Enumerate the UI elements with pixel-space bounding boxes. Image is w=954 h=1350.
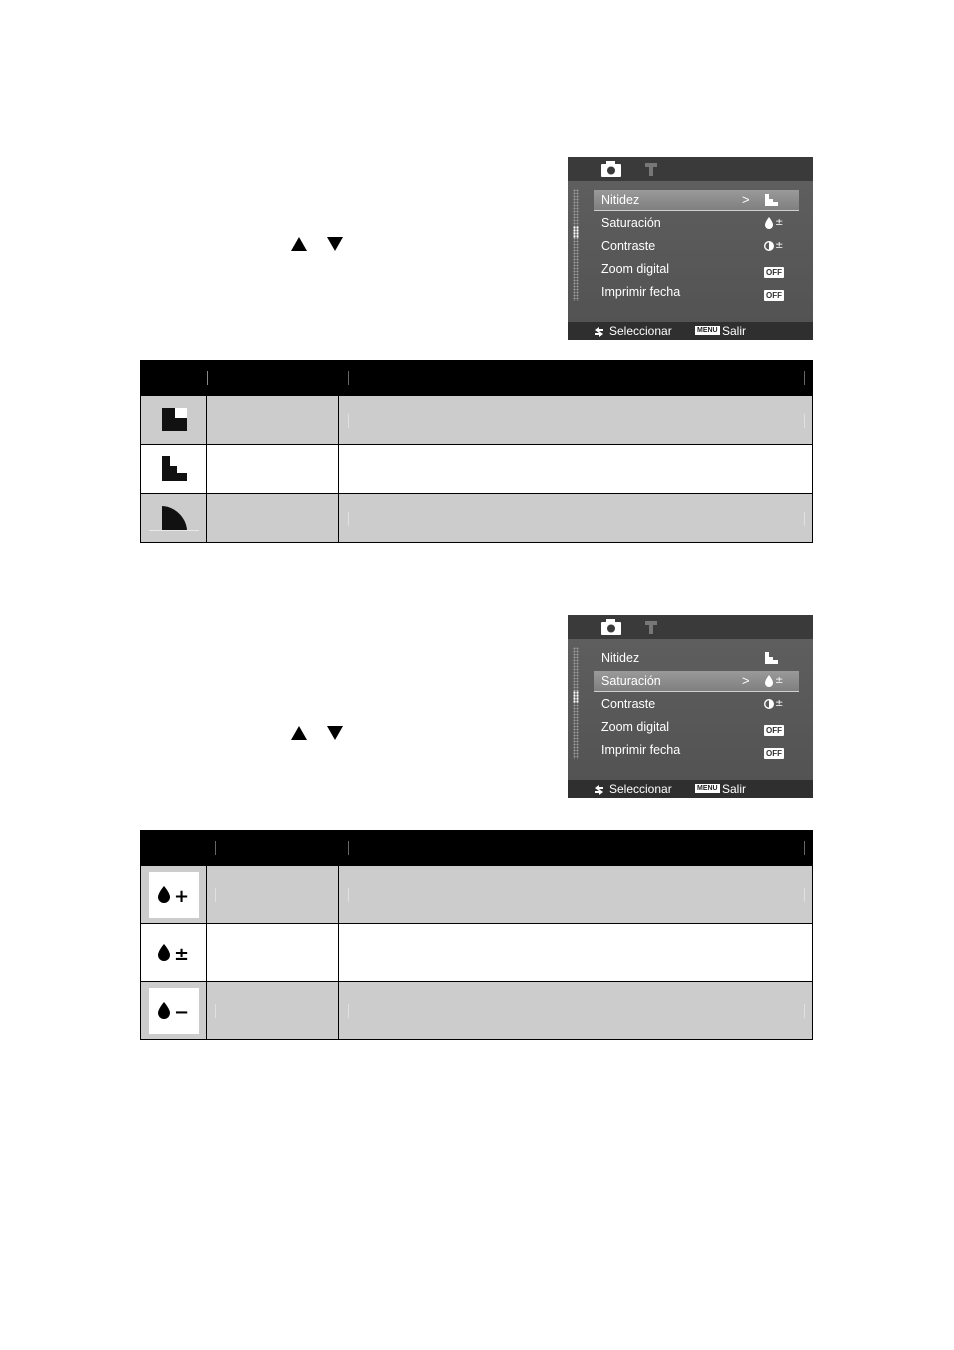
saturation-high-icon [149, 872, 199, 918]
chevron-right-icon: > [742, 673, 750, 688]
scrollbar[interactable] [573, 647, 579, 759]
menu-footer [568, 322, 813, 340]
sharpness-normal-icon [162, 456, 188, 487]
saturation-symbol: − [174, 1002, 190, 1023]
saturation-normal-icon [764, 674, 784, 689]
camera-menu-screen-saturation [568, 615, 813, 798]
up-arrow-icon [291, 726, 307, 740]
off-badge: OFF [766, 268, 782, 277]
off-badge: OFF [766, 726, 782, 735]
menu-item-label: Nitidez [601, 651, 640, 665]
menu-item-imprimir-fecha[interactable] [594, 740, 799, 761]
menu-item-imprimir-fecha[interactable] [594, 282, 799, 303]
menu-item-nitidez[interactable] [594, 190, 799, 211]
menu-item-label: Imprimir fecha [601, 285, 681, 299]
down-arrow-icon [327, 726, 343, 740]
menu-item-label: Saturación [601, 674, 661, 688]
table-row [141, 395, 812, 444]
camera-icon[interactable] [600, 160, 622, 183]
scrollbar[interactable] [573, 189, 579, 301]
menu-item-label: Contraste [601, 239, 656, 253]
sharpness-low-icon [149, 504, 199, 532]
menu-list [568, 639, 813, 780]
footer-select-label: Seleccionar [609, 324, 672, 338]
menu-tab-bar [568, 157, 813, 181]
saturation-symbol: + [174, 886, 190, 907]
up-arrow-icon [291, 237, 307, 251]
up-down-arrows [290, 236, 350, 254]
saturation-symbol: ± [174, 944, 190, 965]
menu-key-icon: MENU [697, 785, 718, 792]
navigate-icon [593, 783, 605, 798]
off-badge: OFF [766, 291, 782, 300]
camera-menu-screen-sharpness [568, 157, 813, 340]
menu-item-label: Nitidez [601, 193, 640, 207]
menu-item-label: Zoom digital [601, 262, 670, 276]
menu-item-saturacion[interactable] [594, 671, 799, 692]
menu-item-zoom-digital[interactable] [594, 259, 799, 280]
sharpness-table [140, 360, 813, 543]
scrollbar-thumb[interactable] [573, 226, 579, 238]
svg-text:±: ± [775, 217, 784, 228]
footer-exit-label: Salir [722, 324, 747, 338]
table-header [141, 831, 812, 865]
footer-select-label: Seleccionar [609, 782, 672, 796]
svg-text:±: ± [775, 675, 784, 686]
chevron-right-icon: > [742, 192, 750, 207]
menu-tab-bar [568, 615, 813, 639]
menu-footer [568, 780, 813, 798]
menu-item-nitidez[interactable] [594, 648, 799, 669]
menu-item-label: Imprimir fecha [601, 743, 681, 757]
up-down-arrows [290, 725, 350, 743]
menu-item-label: Saturación [601, 216, 661, 230]
table-row [141, 981, 812, 1039]
menu-item-zoom-digital[interactable] [594, 717, 799, 738]
footer-exit-label: Salir [722, 782, 747, 796]
setup-icon[interactable] [644, 618, 658, 641]
menu-item-contraste[interactable] [594, 236, 799, 257]
setup-icon[interactable] [644, 160, 658, 183]
table-header [141, 361, 812, 395]
saturation-normal-icon [764, 216, 784, 231]
table-row [141, 923, 812, 981]
menu-item-contraste[interactable] [594, 694, 799, 715]
sharpness-icon [764, 193, 780, 208]
off-badge: OFF [766, 749, 782, 758]
table-row [141, 444, 812, 493]
menu-item-label: Contraste [601, 697, 656, 711]
scrollbar-thumb[interactable] [573, 691, 579, 703]
saturation-normal-icon [149, 930, 199, 976]
contrast-normal-icon [764, 697, 784, 712]
contrast-normal-icon [764, 239, 784, 254]
sharpness-high-icon [162, 408, 188, 437]
svg-text:±: ± [775, 240, 784, 251]
table-row [141, 865, 812, 923]
menu-item-label: Zoom digital [601, 720, 670, 734]
menu-key-icon: MENU [697, 327, 718, 334]
saturation-table [140, 830, 813, 1040]
menu-item-saturacion[interactable] [594, 213, 799, 234]
menu-list [568, 181, 813, 322]
table-row [141, 493, 812, 542]
camera-icon[interactable] [600, 618, 622, 641]
saturation-low-icon [149, 988, 199, 1034]
navigate-icon [593, 325, 605, 340]
svg-text:±: ± [775, 698, 784, 709]
sharpness-icon [764, 651, 780, 666]
down-arrow-icon [327, 237, 343, 251]
